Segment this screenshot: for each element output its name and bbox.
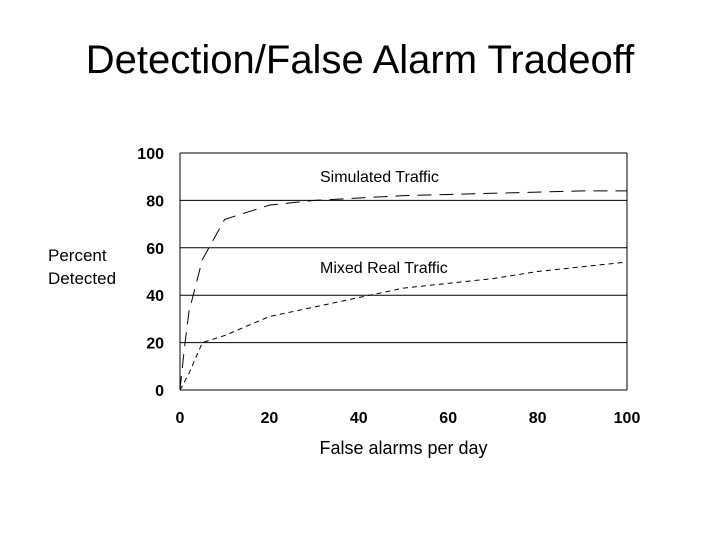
y-axis-label-line2: Detected bbox=[48, 269, 117, 288]
x-axis-label: False alarms per day bbox=[319, 438, 488, 458]
series-labels bbox=[320, 169, 448, 277]
y-tick-label-0: 0 bbox=[155, 383, 164, 400]
chart-title: Detection/False Alarm Tradeoff bbox=[85, 38, 635, 82]
x-tick-label-20: 20 bbox=[260, 410, 279, 427]
series-line-1 bbox=[180, 262, 627, 390]
series-label-0: Simulated Traffic bbox=[320, 169, 439, 186]
y-tick-label-60: 60 bbox=[146, 240, 164, 258]
y-tick-label-80: 80 bbox=[146, 193, 164, 211]
series-label-1: Mixed Real Traffic bbox=[320, 260, 448, 277]
y-tick-label-100: 100 bbox=[137, 146, 164, 163]
x-tick-label-60: 60 bbox=[439, 410, 458, 427]
x-tick-labels bbox=[176, 410, 641, 427]
y-tick-label-20: 20 bbox=[146, 335, 164, 353]
x-tick-label-40: 40 bbox=[349, 410, 368, 427]
y-tick-labels bbox=[137, 146, 164, 400]
y-tick-label-40: 40 bbox=[146, 288, 164, 306]
x-tick-label-80: 80 bbox=[528, 410, 547, 427]
series-line-0 bbox=[180, 191, 627, 390]
x-tick-label-100: 100 bbox=[613, 410, 641, 427]
series-lines bbox=[180, 191, 627, 390]
x-tick-label-0: 0 bbox=[175, 410, 185, 427]
y-axis-label-line1: Percent bbox=[48, 246, 107, 265]
